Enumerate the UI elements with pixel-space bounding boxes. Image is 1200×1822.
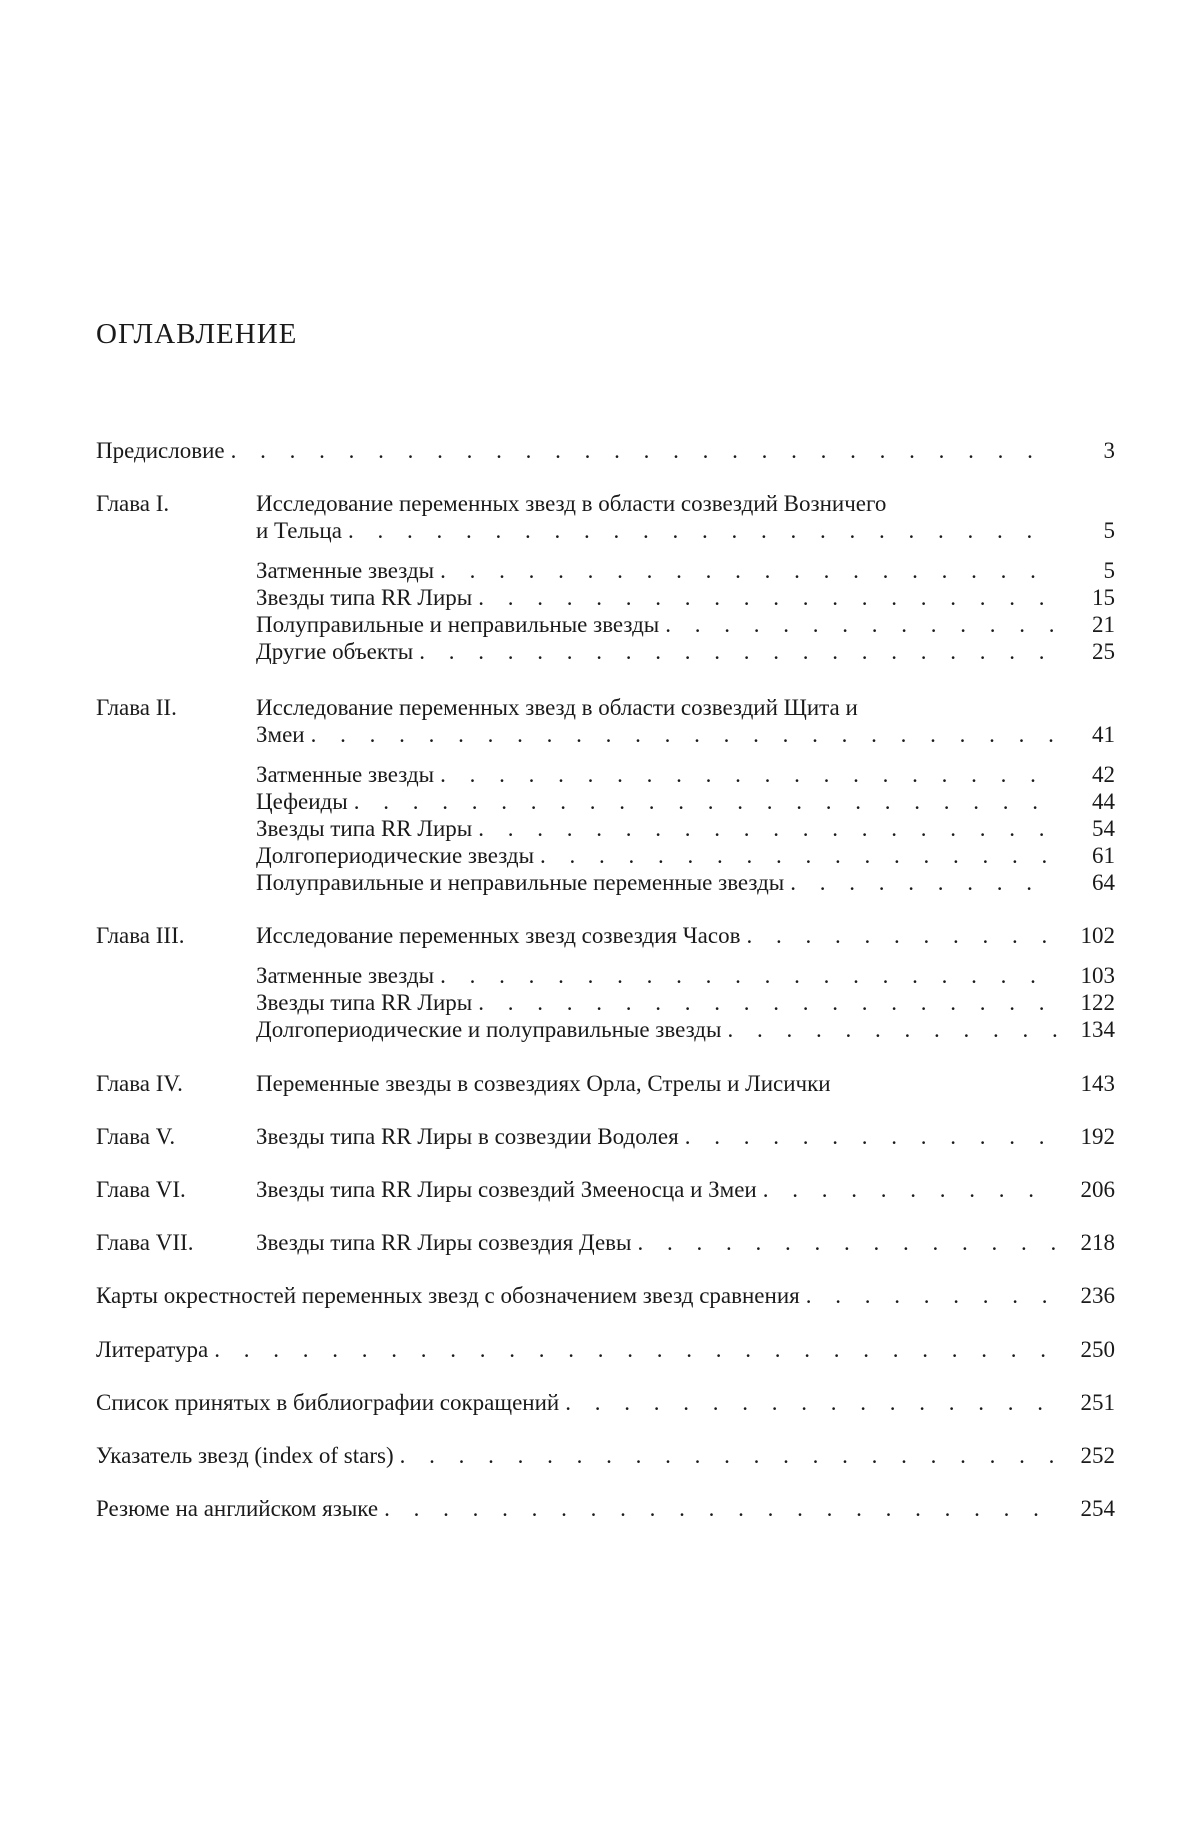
leader-dots [478, 989, 1057, 1016]
toc-entry-literature[interactable] [96, 1336, 1115, 1363]
leader-dots [440, 557, 1057, 584]
section-label: Затменные звезды [256, 762, 435, 787]
chapter-title: Переменные звезды в созвездиях Орла, Стрелы и Лисички [256, 1071, 831, 1096]
page-number: 143 [1080, 1071, 1115, 1096]
entry-label: Список принятых в библиографии сокращений [96, 1390, 560, 1415]
page-number: 206 [1080, 1177, 1115, 1202]
section-entry[interactable] [256, 638, 1115, 665]
leader-dots [565, 1389, 1057, 1416]
leader-dots [440, 761, 1057, 788]
section-label: Долгопериодические и полуправильные звезды [256, 1017, 722, 1042]
section-label: Звезды типа RR Лиры [256, 816, 473, 841]
leader-dots [231, 437, 1057, 464]
leader-dots [790, 869, 1057, 896]
entry-label: Резюме на английском языке [96, 1496, 379, 1521]
section-label: Затменные звезды [256, 558, 435, 583]
page-number: 44 [1092, 789, 1115, 814]
section-entry[interactable] [256, 788, 1115, 815]
leader-dots [478, 584, 1057, 611]
page-number: 5 [1103, 558, 1115, 583]
page-number: 134 [1080, 1017, 1115, 1042]
leader-dots [214, 1336, 1057, 1363]
chapter-title: Исследование переменных звезд в области созвездий Щита и [256, 695, 858, 720]
toc-entry-charts[interactable] [96, 1282, 1115, 1309]
chapter-title-cont: Змеи [256, 722, 305, 747]
page-number: 254 [1080, 1496, 1115, 1521]
toc-entry-chapter-5[interactable] [256, 1123, 1115, 1150]
leader-dots [763, 1176, 1057, 1203]
section-label: Полуправильные и неправильные звезды [256, 612, 660, 637]
section-entry[interactable] [256, 611, 1115, 638]
page-number: 252 [1080, 1443, 1115, 1468]
page-number: 218 [1080, 1230, 1115, 1255]
page-number: 54 [1092, 816, 1115, 841]
page-number: 102 [1080, 923, 1115, 948]
page-number: 236 [1080, 1283, 1115, 1308]
entry-label: Карты окрестностей переменных звезд с обозначением звезд сравнения [96, 1283, 800, 1308]
section-entry[interactable] [256, 815, 1115, 842]
section-entry[interactable] [256, 557, 1115, 584]
chapter-number: Глава VI. [96, 1177, 186, 1202]
section-label: Цефеиды [256, 789, 348, 814]
page-number: 122 [1080, 990, 1115, 1015]
leader-dots [419, 638, 1057, 665]
page-number: 192 [1080, 1124, 1115, 1149]
leader-dots [665, 611, 1057, 638]
page-number: 251 [1080, 1390, 1115, 1415]
toc-entry-chapter-4[interactable] [256, 1070, 1115, 1097]
section-entry[interactable] [256, 989, 1115, 1016]
section-label: Звезды типа RR Лиры [256, 585, 473, 610]
leader-dots [746, 922, 1057, 949]
chapter-number: Глава II. [96, 695, 177, 720]
chapter-number: Глава V. [96, 1124, 176, 1149]
table-of-contents [96, 0, 1115, 1822]
entry-label: Литература [96, 1337, 209, 1362]
leader-dots [806, 1282, 1057, 1309]
leader-dots [685, 1123, 1057, 1150]
page-number: 41 [1092, 722, 1115, 747]
toc-entry-chapter-3[interactable] [256, 922, 1115, 949]
section-label: Полуправильные и неправильные переменные звезды [256, 870, 785, 895]
page-number: 250 [1080, 1337, 1115, 1362]
leader-dots [311, 721, 1057, 748]
chapter-title: Звезды типа RR Лиры в созвездии Водолея [256, 1124, 679, 1149]
page-number: 61 [1092, 843, 1115, 868]
toc-entry-chapter-7[interactable] [256, 1229, 1115, 1256]
page-number: 21 [1092, 612, 1115, 637]
page-number: 64 [1092, 870, 1115, 895]
page-number: 3 [1103, 438, 1115, 463]
page-number: 42 [1092, 762, 1115, 787]
chapter-title: Исследование переменных звезд созвездия Часов [256, 923, 741, 948]
toc-entry-summary[interactable] [96, 1495, 1115, 1522]
chapter-number: Глава III. [96, 923, 185, 948]
leader-dots [540, 842, 1057, 869]
chapter-number: Глава VII. [96, 1230, 194, 1255]
leader-dots [638, 1229, 1058, 1256]
section-entry[interactable] [256, 584, 1115, 611]
section-label: Затменные звезды [256, 963, 435, 988]
toc-entry-chapter-2[interactable] [256, 721, 1115, 748]
leader-dots [348, 517, 1057, 544]
chapter-number: Глава I. [96, 491, 170, 516]
section-entry[interactable] [256, 1016, 1115, 1043]
chapter-title-line [256, 490, 1115, 517]
toc-entry-star-index[interactable] [96, 1442, 1115, 1469]
toc-entry-preface[interactable] [96, 437, 1115, 464]
chapter-title-line [256, 694, 1115, 721]
section-entry[interactable] [256, 869, 1115, 896]
chapter-title-cont: и Тельца [256, 518, 342, 543]
entry-label: Предисловие [96, 438, 225, 463]
page-number: 103 [1080, 963, 1115, 988]
chapter-title: Исследование переменных звезд в области созвездий Возничего [256, 491, 887, 516]
leader-dots [384, 1495, 1057, 1522]
page-number: 25 [1092, 639, 1115, 664]
section-label: Другие объекты [256, 639, 414, 664]
page-title: ОГЛАВЛЕНИЕ [96, 318, 298, 350]
entry-label: Указатель звезд (index of stars) [96, 1443, 394, 1468]
section-entry[interactable] [256, 761, 1115, 788]
toc-entry-abbreviations[interactable] [96, 1389, 1115, 1416]
section-entry[interactable] [256, 842, 1115, 869]
chapter-title: Звезды типа RR Лиры созвездий Змееносца и Змеи [256, 1177, 757, 1202]
section-entry[interactable] [256, 962, 1115, 989]
leader-dots [400, 1442, 1057, 1469]
leader-dots [727, 1016, 1057, 1043]
toc-entry-chapter-6[interactable] [256, 1176, 1115, 1203]
chapter-number: Глава IV. [96, 1071, 183, 1096]
page-number: 5 [1103, 518, 1115, 543]
toc-entry-chapter-1[interactable] [256, 517, 1115, 544]
leader-dots [354, 788, 1057, 815]
chapter-title: Звезды типа RR Лиры созвездия Девы [256, 1230, 632, 1255]
leader-dots [478, 815, 1057, 842]
section-label: Долгопериодические звезды [256, 843, 535, 868]
section-label: Звезды типа RR Лиры [256, 990, 473, 1015]
leader-dots [440, 962, 1057, 989]
page-number: 15 [1092, 585, 1115, 610]
